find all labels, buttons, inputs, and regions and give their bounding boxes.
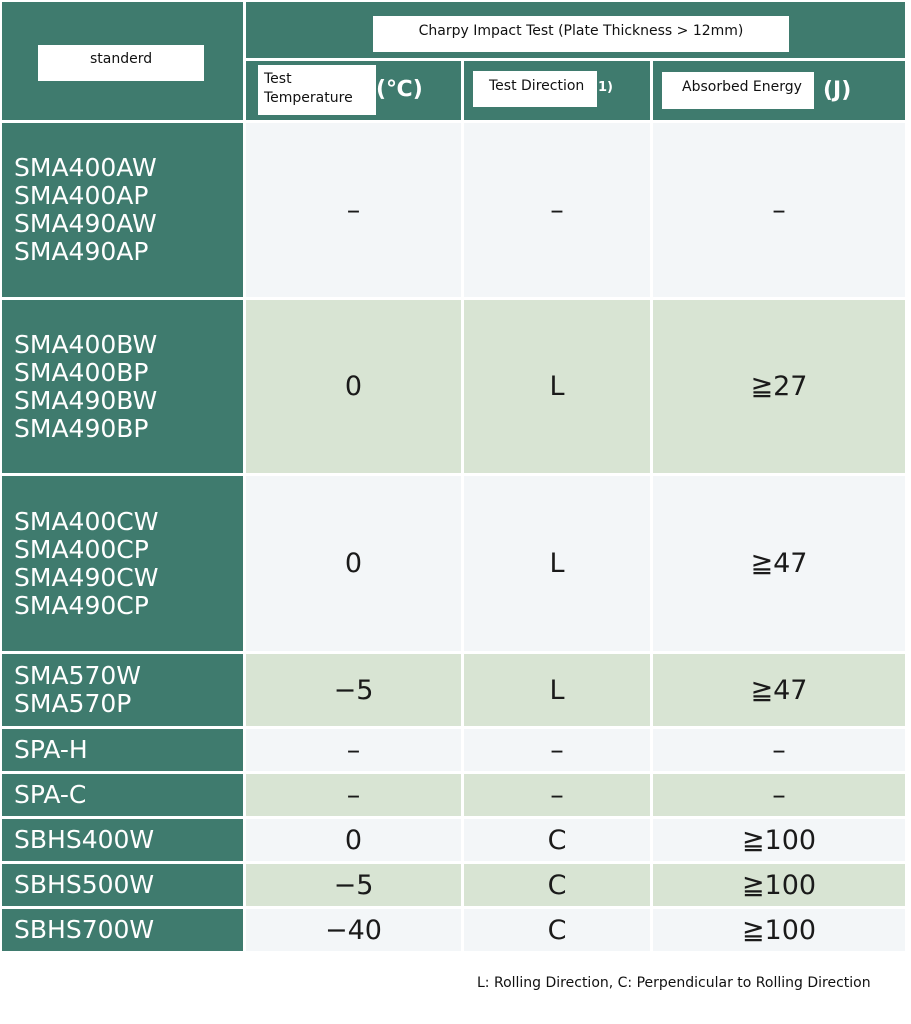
energy-cell: ≧27 [653, 300, 908, 476]
direction-cell: – [464, 123, 653, 300]
standard-name: SMA490BP [14, 413, 149, 443]
charpy-table [2, 2, 908, 954]
standard-name: SMA490CP [14, 590, 149, 620]
standard-name: SMA400BP [14, 357, 149, 387]
standard-name: SMA570P [14, 689, 132, 718]
direction-cell: L [464, 654, 653, 729]
direction-cell: L [464, 476, 653, 654]
energy-cell: – [653, 123, 908, 300]
standard-cell [2, 654, 246, 729]
header-group-cell [246, 2, 908, 61]
energy-cell: ≧100 [653, 909, 908, 954]
energy-cell: ≧47 [653, 654, 908, 729]
energy-cell: ≧47 [653, 476, 908, 654]
header-temperature-label: Test Temperature [258, 65, 376, 115]
standard-name: SBHS700W [14, 915, 155, 944]
standard-cell [2, 729, 246, 774]
temperature-cell: 0 [246, 476, 464, 654]
table-row [2, 909, 908, 954]
temperature-cell: – [246, 729, 464, 774]
header-energy-unit: (J) [823, 78, 852, 103]
direction-cell: – [464, 774, 653, 819]
header-direction-cell [464, 61, 653, 123]
direction-cell: C [464, 909, 653, 954]
header-standard-cell [2, 2, 246, 123]
temperature-cell: −5 [246, 654, 464, 729]
standard-cell [2, 864, 246, 909]
table-row [2, 654, 908, 729]
header-group-label: Charpy Impact Test (Plate Thickness > 12mm) [373, 16, 789, 52]
table-row [2, 774, 908, 819]
table-row [2, 819, 908, 864]
standard-name: SMA490BW [14, 385, 158, 415]
temperature-cell: 0 [246, 300, 464, 476]
energy-cell: ≧100 [653, 864, 908, 909]
direction-cell: C [464, 864, 653, 909]
standard-name: SPA-H [14, 735, 88, 764]
standard-cell [2, 909, 246, 954]
temperature-cell: −40 [246, 909, 464, 954]
direction-cell: C [464, 819, 653, 864]
standard-name: SMA490CW [14, 562, 159, 592]
standard-name: SMA400BW [14, 329, 158, 359]
standard-name: SMA400CW [14, 506, 159, 536]
temperature-cell: 0 [246, 819, 464, 864]
energy-cell: ≧100 [653, 819, 908, 864]
standard-cell [2, 123, 246, 300]
energy-cell: – [653, 774, 908, 819]
footnote: L: Rolling Direction, C: Perpendicular to Rolling Direction [477, 975, 871, 991]
temperature-cell: −5 [246, 864, 464, 909]
standard-name: SBHS500W [14, 870, 155, 899]
header-direction-footnote-mark: 1) [598, 80, 613, 95]
standard-cell [2, 819, 246, 864]
header-direction-label: Test Direction [473, 71, 597, 107]
header-temperature-unit: (℃) [376, 77, 423, 102]
standard-name: SMA490AP [14, 237, 149, 266]
temperature-cell: – [246, 774, 464, 819]
table-row [2, 476, 908, 654]
header-temperature-cell [246, 61, 464, 123]
standard-name: SMA490AW [14, 209, 157, 238]
standard-name: SBHS400W [14, 825, 155, 854]
standard-name: SMA400CP [14, 534, 149, 564]
table-row [2, 864, 908, 909]
table-row [2, 300, 908, 476]
header-standard-label: standerd [38, 45, 204, 81]
header-energy-cell [653, 61, 908, 123]
table-row [2, 729, 908, 774]
standard-name: SMA400AP [14, 181, 149, 210]
standard-name: SMA400AW [14, 153, 157, 182]
header-energy-label: Absorbed Energy [662, 72, 814, 109]
standard-cell [2, 476, 246, 654]
direction-cell: L [464, 300, 653, 476]
standard-cell [2, 774, 246, 819]
direction-cell: – [464, 729, 653, 774]
table-row [2, 123, 908, 300]
standard-name: SPA-C [14, 780, 87, 809]
standard-cell [2, 300, 246, 476]
temperature-cell: – [246, 123, 464, 300]
standard-name: SMA570W [14, 661, 141, 690]
energy-cell: – [653, 729, 908, 774]
